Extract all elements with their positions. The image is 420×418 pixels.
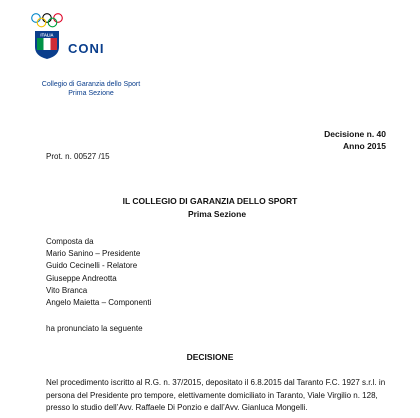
member-item: Vito Branca [46,285,88,295]
member-item: Angelo Maietta – Componenti [46,298,152,308]
member-item: Guido Cecinelli - Relatore [46,261,138,271]
composition-list [46,236,151,309]
shield-label: ITALIA [40,32,54,38]
body-paragraph [46,377,386,415]
org-name [31,80,151,98]
member-item: Mario Sanino – Presidente [46,249,141,259]
olympic-rings-icon [30,12,64,28]
document-subtitle: Prima Sezione [187,209,247,219]
member-item: Giuseppe Andreotta [46,273,117,283]
decision-number: Decisione n. 40 [324,129,386,139]
decision-year: Anno 2015 [343,141,386,151]
composition-intro: Composta da [46,237,94,246]
protocol-number: Prot. n. 00527 /15 [46,152,110,161]
document-title: IL COLLEGIO DI GARANZIA DELLO SPORT [122,196,298,206]
org-name-line2: Prima Sezione [68,90,114,97]
org-name-line1: Collegio di Garanzia dello Sport [41,81,141,88]
pronouncement-text: ha pronunciato la seguente [46,324,143,333]
body-line: Nel procedimento iscritto al R.G. n. 37/2015, depositato il 6.8.2015 dal Taranto F.C. 1927 s.r.l. in [46,378,386,387]
decision-number-block [324,128,386,152]
body-line: persona del Presidente pro tempore, elettivamente domiciliato in Taranto, Viale Virgilio n. 128, [46,390,378,400]
section-title: DECISIONE [186,352,234,362]
body-line: presso lo studio dell’Avv. Raffaele Di Ponzio e dall’Avv. Gianluca Mongelli. [46,403,308,412]
italia-shield-icon [34,30,60,60]
coni-wordmark: CONI [68,41,105,56]
